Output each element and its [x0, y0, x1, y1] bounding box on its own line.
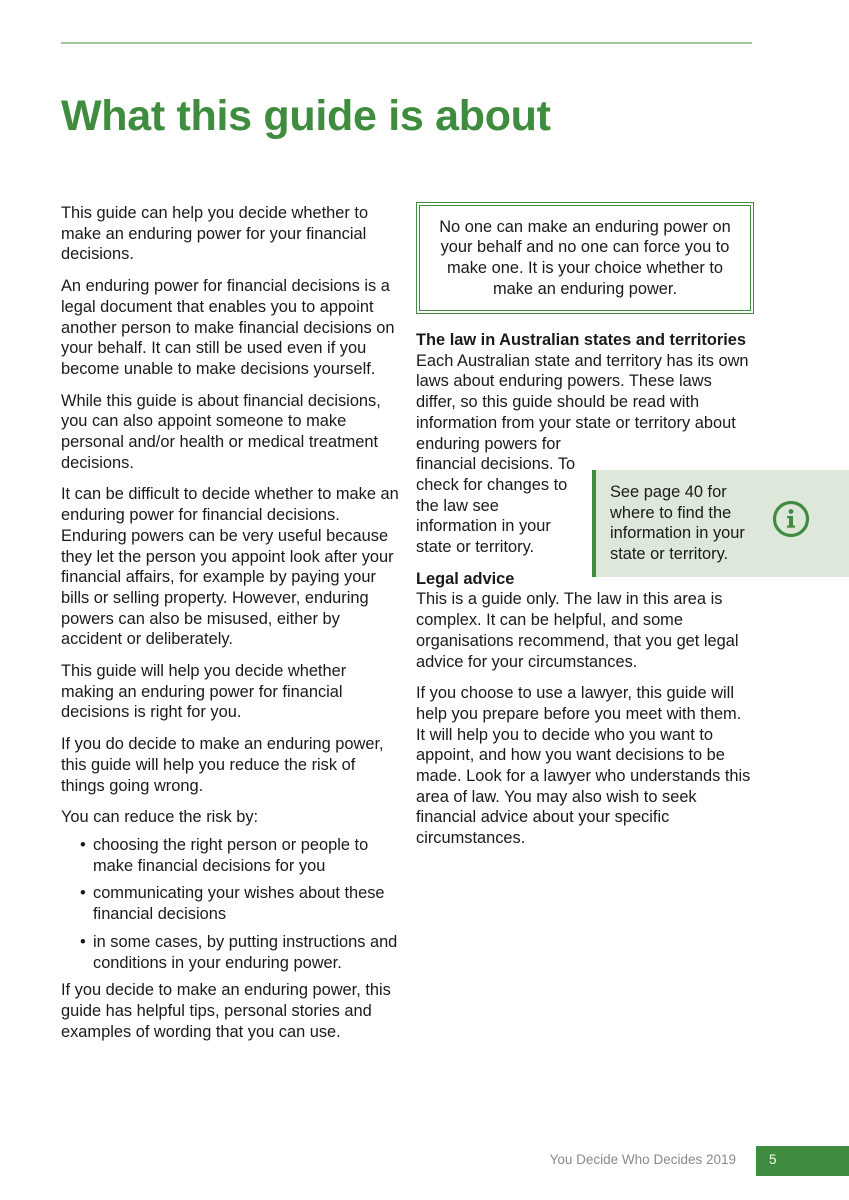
definition-paragraph: An enduring power for financial decisions is a legal document that enables you to appoint another person to make financial decisions on your behalf. It can still be used even if you become unable to make decisions yourself.	[61, 277, 395, 378]
bullet-text: communicating your wishes about these financial decisions	[93, 884, 385, 924]
footer-title: You Decide Who Decides 2019	[549, 1152, 736, 1167]
top-rule	[61, 42, 752, 44]
bullet-text: in some cases, by putting instructions and conditions in your enduring power.	[93, 932, 398, 972]
bullet-marker: •	[80, 835, 86, 854]
list-item	[61, 883, 401, 924]
notice-box	[416, 202, 754, 314]
risk-paragraph: If you do decide to make an enduring power, this guide will help you reduce the risk of things going wrong.	[61, 735, 384, 795]
intro-paragraph: This guide can help you decide whether to make an enduring power for your financial decisions.	[61, 204, 369, 264]
law-paragraph: Each Australian state and territory has its own laws about enduring powers. These laws differ, so this guide should be read with information from your state or territory about	[416, 351, 749, 432]
list-item	[61, 835, 401, 876]
info-aside	[592, 470, 849, 577]
legal-advice-paragraph: This is a guide only. The law in this area is complex. It can be helpful, and some organisations recommend, that you get legal advice for your circumstances.	[416, 590, 739, 671]
bullet-text: choosing the right person or people to make financial decisions for you	[93, 835, 369, 875]
page-title: What this guide is about	[61, 92, 551, 140]
lawyer-paragraph: If you choose to use a lawyer, this guide will help you prepare before you meet with them. It will help you to decide who you want to appoint, and how you want decisions to be made. Look for a lawyer who understands this area of law. You may also wish to seek financial advice about your specific circumstances.	[416, 684, 751, 848]
bullet-marker: •	[80, 932, 86, 951]
notice-text: No one can make an enduring power on your behalf and no one can force you to make one. It is your choice whether to make an enduring power.	[419, 205, 751, 311]
list-item	[61, 932, 401, 973]
difficulty-paragraph: It can be difficult to decide whether to make an enduring power for financial decisions. Enduring powers can be very useful because they let the person you appoint look after your financial affairs, for example by paying your bills or selling property. However, enduring powers can also be misused, either by accident or deliberately.	[61, 485, 399, 649]
aside-text: See page 40 for where to find the information in your state or territory.	[610, 483, 745, 564]
page-number: 5	[756, 1146, 849, 1176]
right-column	[416, 330, 752, 860]
law-paragraph-continued: enduring powers for financial decisions. To check for changes to the law see information in your state or territory.	[416, 434, 576, 557]
left-column	[61, 203, 401, 1053]
law-heading: The law in Australian states and territories	[416, 331, 747, 349]
closing-paragraph: If you decide to make an enduring power, this guide has helpful tips, personal stories and examples of wording that you can use.	[61, 981, 391, 1041]
bullet-marker: •	[80, 884, 86, 903]
scope-paragraph: While this guide is about financial decisions, you can also appoint someone to make personal and/or health or medical treatment decisions.	[61, 391, 381, 472]
reduce-risk-lead: You can reduce the risk by:	[61, 808, 259, 827]
risk-bullet-list	[61, 835, 401, 973]
help-paragraph: This guide will help you decide whether making an enduring power for financial decisions is right for you.	[61, 662, 347, 722]
legal-advice-heading: Legal advice	[416, 569, 515, 588]
info-icon	[772, 500, 810, 538]
